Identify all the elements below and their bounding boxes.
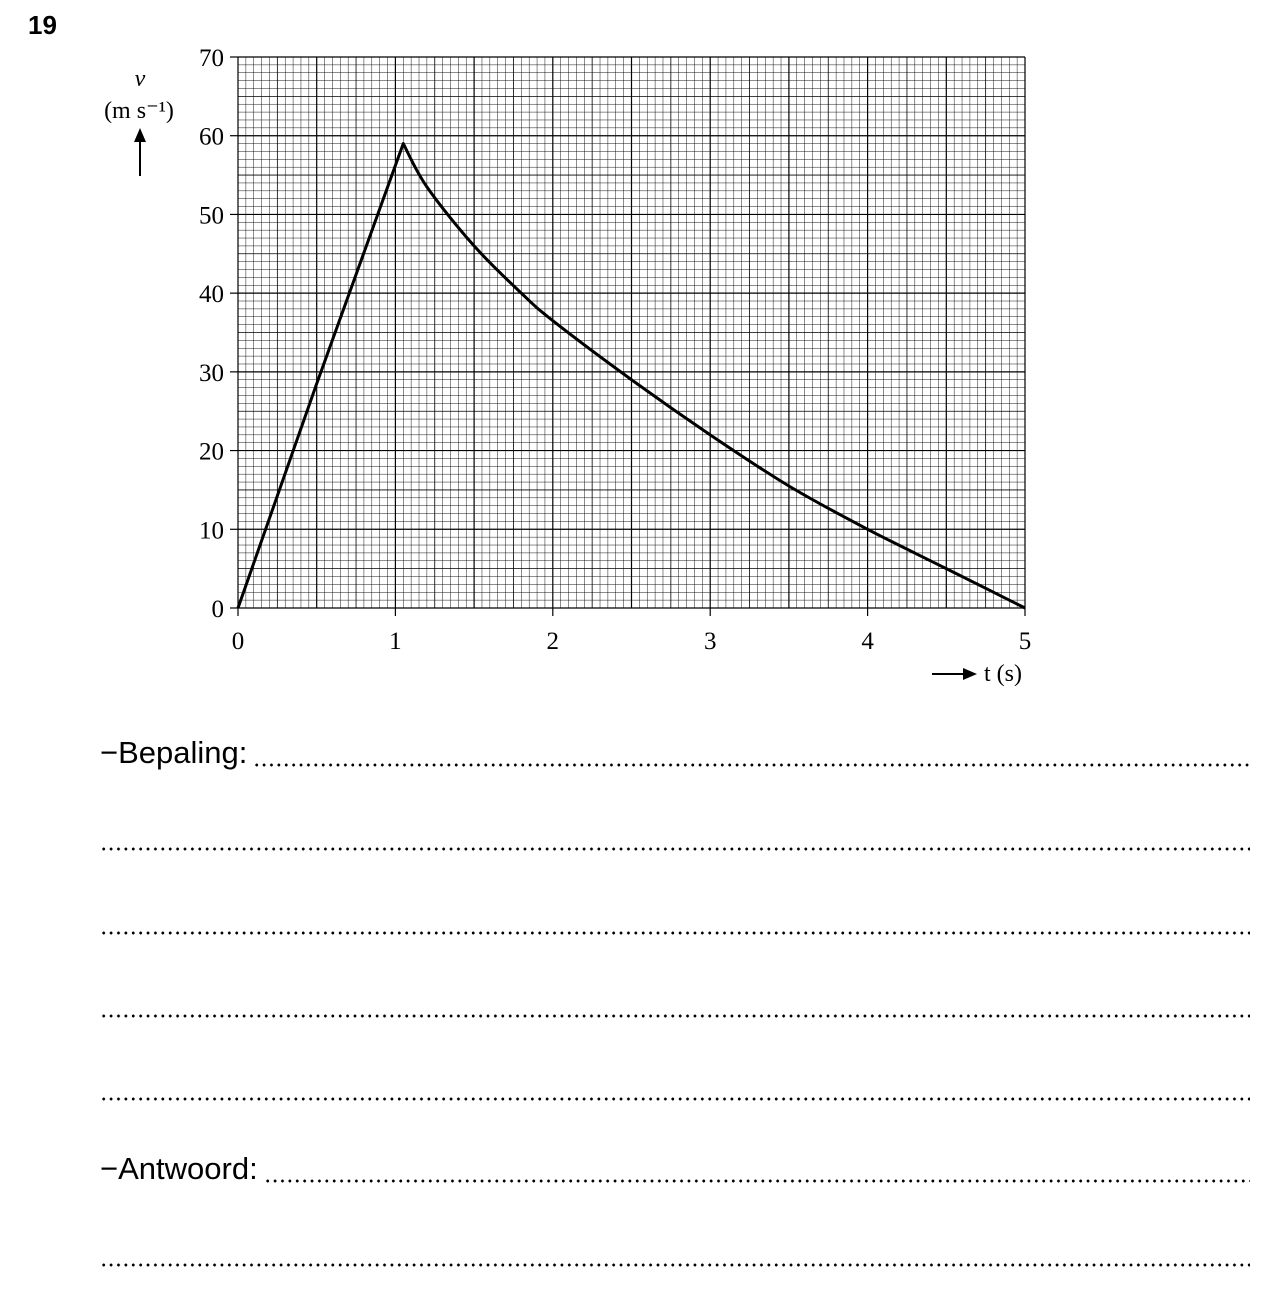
x-tick-label: 2 [546,628,560,655]
dotted-answer-line [253,763,1250,767]
y-tick-label: 0 [211,596,224,623]
x-axis-label: t (s) [984,661,1022,687]
y-tick-labels [199,45,238,623]
answer-line[interactable] [100,1152,1250,1186]
x-tick-label: 4 [861,628,874,655]
y-tick-label: 10 [199,517,224,545]
y-axis-arrow-icon [134,128,146,176]
answer-line[interactable] [100,1236,1250,1270]
x-tick-labels [232,608,1032,655]
x-tick-label: 1 [389,628,402,655]
dotted-answer-line [100,1097,1250,1101]
dotted-answer-line [264,1179,1250,1183]
answer-line[interactable] [100,736,1250,770]
y-axis-label: v [134,66,146,92]
y-tick-label: 20 [199,438,224,466]
answer-line-label: −Antwoord: [100,1152,258,1186]
y-axis-unit: (m s⁻¹) [104,98,174,124]
answer-line[interactable] [100,1070,1250,1104]
x-axis-arrow-icon [932,668,977,680]
answer-line[interactable] [100,904,1250,938]
dotted-answer-line [100,1014,1250,1018]
dotted-answer-line [100,847,1250,851]
x-tick-label: 3 [703,628,717,655]
x-tick-label: 5 [1018,628,1032,655]
y-tick-label: 60 [199,123,224,151]
answer-line-label: −Bepaling: [100,736,248,770]
question-number: 19 [28,10,57,40]
dotted-answer-line [100,931,1250,935]
y-tick-label: 70 [199,45,224,72]
y-tick-label: 30 [199,359,224,387]
y-tick-label: 40 [199,281,224,309]
answer-line[interactable] [100,820,1250,854]
x-tick-label: 0 [231,628,245,655]
y-tick-label: 50 [199,202,224,230]
answer-line[interactable] [100,987,1250,1021]
dotted-answer-line [100,1263,1250,1267]
